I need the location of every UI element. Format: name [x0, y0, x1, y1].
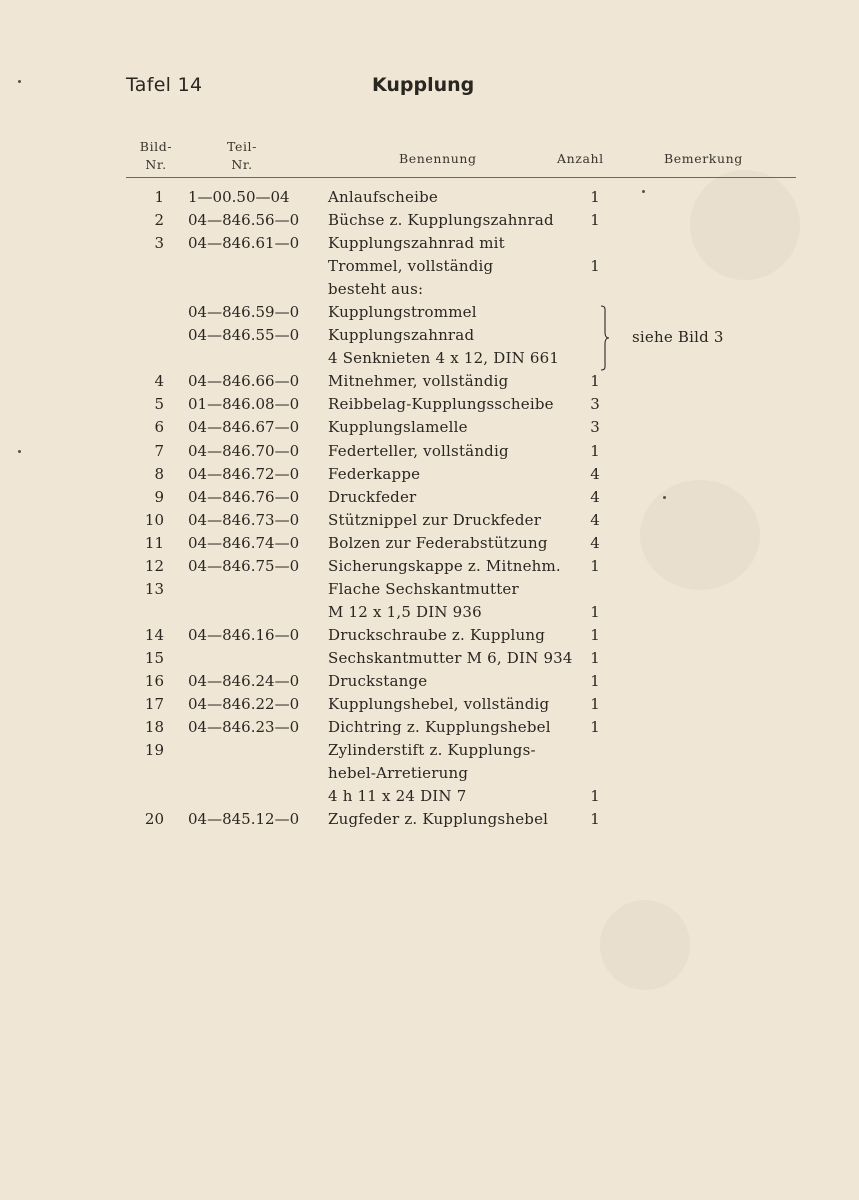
cell-teil-nr: 04—845.12—0	[188, 810, 300, 829]
cell-bild-nr: 12	[144, 556, 164, 575]
cell-bild-nr: 1	[154, 188, 164, 206]
cell-teil-nr: 04—846.23—0	[188, 718, 300, 737]
cell-teil-nr: 04—846.56—0	[188, 211, 300, 230]
table-row	[0, 509, 859, 532]
table-row	[0, 278, 859, 301]
cell-benennung: Kupplungszahnrad	[328, 326, 475, 345]
page-title: Kupplung	[372, 74, 475, 96]
cell-benennung: Druckschraube z. Kupplung	[328, 625, 546, 644]
table-row	[0, 301, 859, 324]
cell-bild-nr: 5	[154, 395, 164, 414]
cell-benennung: Kupplungszahnrad mit	[328, 234, 505, 253]
cell-bild-nr: 6	[154, 418, 164, 437]
cell-teil-nr: 04—846.75—0	[188, 556, 300, 575]
table-row	[0, 393, 859, 416]
table-row	[0, 416, 859, 439]
cell-bild-nr: 20	[144, 810, 164, 829]
cell-teil-nr: 04—846.59—0	[188, 303, 300, 322]
table-row	[0, 808, 859, 831]
cell-anzahl: 1	[590, 556, 600, 575]
cell-teil-nr: 04—846.24—0	[188, 671, 300, 690]
cell-benennung: Federkappe	[328, 464, 421, 483]
cell-bild-nr: 16	[144, 671, 164, 690]
table-row	[0, 578, 859, 601]
cell-anzahl: 1	[590, 810, 600, 829]
cell-teil-nr: 04—846.74—0	[188, 533, 300, 552]
table-row	[0, 463, 859, 486]
cell-bild-nr: 13	[144, 579, 164, 598]
column-header-benennung: Benennung	[399, 151, 477, 166]
cell-teil-nr: 04—846.70—0	[188, 441, 300, 460]
cell-benennung: Zylinderstift z. Kupplungs-	[328, 741, 536, 760]
cell-anzahl: 1	[590, 625, 600, 644]
cell-anzahl: 1	[590, 695, 600, 714]
cell-anzahl: 1	[590, 257, 600, 276]
cell-bild-nr: 7	[154, 441, 164, 460]
cell-anzahl: 3	[590, 418, 600, 437]
cell-benennung: Dichtring z. Kupplungshebel	[328, 718, 551, 737]
paper-stain	[600, 900, 690, 990]
cell-anzahl: 1	[590, 671, 600, 690]
table-row	[0, 232, 859, 255]
cell-teil-nr: 1—00.50—04	[188, 188, 290, 206]
cell-benennung: Reibbelag-Kupplungsscheibe	[328, 395, 554, 414]
cell-teil-nr: 04—846.76—0	[188, 487, 300, 506]
cell-benennung: 4 Senknieten 4 x 12, DIN 661	[328, 349, 560, 368]
table-row	[0, 762, 859, 785]
table-row	[0, 555, 859, 578]
table-row	[0, 716, 859, 739]
column-header-bild: Bild- Nr.	[139, 139, 173, 172]
cell-bild-nr: 18	[144, 718, 164, 737]
column-header-bemerkung: Bemerkung	[664, 151, 743, 166]
cell-anzahl: 1	[590, 648, 600, 667]
cell-benennung: Sechskantmutter M 6, DIN 934	[328, 648, 573, 667]
cell-anzahl: 4	[590, 464, 600, 483]
cell-teil-nr: 04—846.61—0	[188, 234, 300, 253]
cell-bild-nr: 14	[144, 625, 164, 644]
cell-bild-nr: 11	[144, 533, 164, 552]
parts-table	[0, 186, 859, 831]
cell-benennung: Kupplungshebel, vollständig	[328, 695, 550, 714]
table-row	[0, 486, 859, 509]
column-header-teil: Teil- Nr.	[227, 139, 257, 172]
cell-bild-nr: 17	[144, 695, 164, 714]
cell-benennung: M 12 x 1,5 DIN 936	[328, 602, 482, 621]
table-row	[0, 255, 859, 278]
cell-bild-nr: 9	[154, 487, 164, 506]
cell-anzahl: 1	[590, 188, 600, 206]
cell-benennung: Druckstange	[328, 671, 428, 690]
cell-anzahl: 1	[590, 441, 600, 460]
plate-number: Tafel 14	[126, 74, 203, 96]
table-row	[0, 440, 859, 463]
cell-benennung: Sicherungskappe z. Mitnehm.	[328, 556, 561, 575]
cell-benennung: 4 h 11 x 24 DIN 7	[328, 787, 467, 806]
cell-teil-nr: 04—846.72—0	[188, 464, 300, 483]
table-row	[0, 693, 859, 716]
cell-benennung: Federteller, vollständig	[328, 441, 509, 460]
cell-teil-nr: 04—846.67—0	[188, 418, 300, 437]
cell-bild-nr: 15	[144, 648, 164, 667]
cell-teil-nr: 04—846.55—0	[188, 326, 300, 345]
cell-bild-nr: 10	[144, 510, 164, 529]
cell-benennung: Stütznippel zur Druckfeder	[328, 510, 542, 529]
cell-anzahl: 1	[590, 787, 600, 806]
cell-benennung: Mitnehmer, vollständig	[328, 372, 509, 391]
cell-benennung: Zugfeder z. Kupplungshebel	[328, 810, 549, 829]
cell-bild-nr: 2	[154, 211, 164, 230]
cell-anzahl: 1	[590, 372, 600, 391]
cell-benennung: Flache Sechskantmutter	[328, 579, 519, 598]
table-row	[0, 624, 859, 647]
cell-anzahl: 1	[590, 602, 600, 621]
paper-speck	[18, 80, 21, 83]
cell-anzahl: 1	[590, 211, 600, 230]
table-row	[0, 601, 859, 624]
cell-anzahl: 3	[590, 395, 600, 414]
cell-benennung: Druckfeder	[328, 487, 417, 506]
table-row	[0, 370, 859, 393]
cell-bild-nr: 4	[154, 372, 164, 391]
cell-teil-nr: 04—846.73—0	[188, 510, 300, 529]
table-row	[0, 347, 859, 370]
cell-anzahl: 4	[590, 487, 600, 506]
cell-benennung: Bolzen zur Federabstützung	[328, 533, 548, 552]
cell-teil-nr: 01—846.08—0	[188, 395, 300, 414]
brace-icon	[600, 305, 610, 371]
column-header-anzahl: Anzahl	[557, 151, 604, 166]
cell-benennung: Kupplungslamelle	[328, 418, 468, 437]
table-row	[0, 670, 859, 693]
table-row	[0, 785, 859, 808]
cell-benennung: besteht aus:	[328, 280, 424, 299]
table-row	[0, 647, 859, 670]
cell-anzahl: 4	[590, 510, 600, 529]
cell-benennung: Kupplungstrommel	[328, 303, 477, 322]
cell-benennung: Büchse z. Kupplungszahnrad	[328, 211, 554, 230]
cell-benennung: hebel-Arretierung	[328, 764, 469, 783]
cell-teil-nr: 04—846.22—0	[188, 695, 300, 714]
header-divider	[126, 177, 796, 178]
cell-anzahl: 1	[590, 718, 600, 737]
table-row	[0, 532, 859, 555]
cell-bild-nr: 3	[154, 234, 164, 253]
cell-bild-nr: 19	[144, 741, 164, 760]
cell-teil-nr: 04—846.16—0	[188, 625, 300, 644]
table-row	[0, 739, 859, 762]
remark-see-image: siehe Bild 3	[632, 328, 724, 346]
table-row	[0, 324, 859, 347]
cell-benennung: Trommel, vollständig	[328, 257, 494, 276]
cell-benennung: Anlaufscheibe	[328, 188, 438, 206]
cell-bild-nr: 8	[154, 464, 164, 483]
cell-anzahl: 4	[590, 533, 600, 552]
table-row	[0, 186, 859, 209]
cell-teil-nr: 04—846.66—0	[188, 372, 300, 391]
table-row	[0, 209, 859, 232]
